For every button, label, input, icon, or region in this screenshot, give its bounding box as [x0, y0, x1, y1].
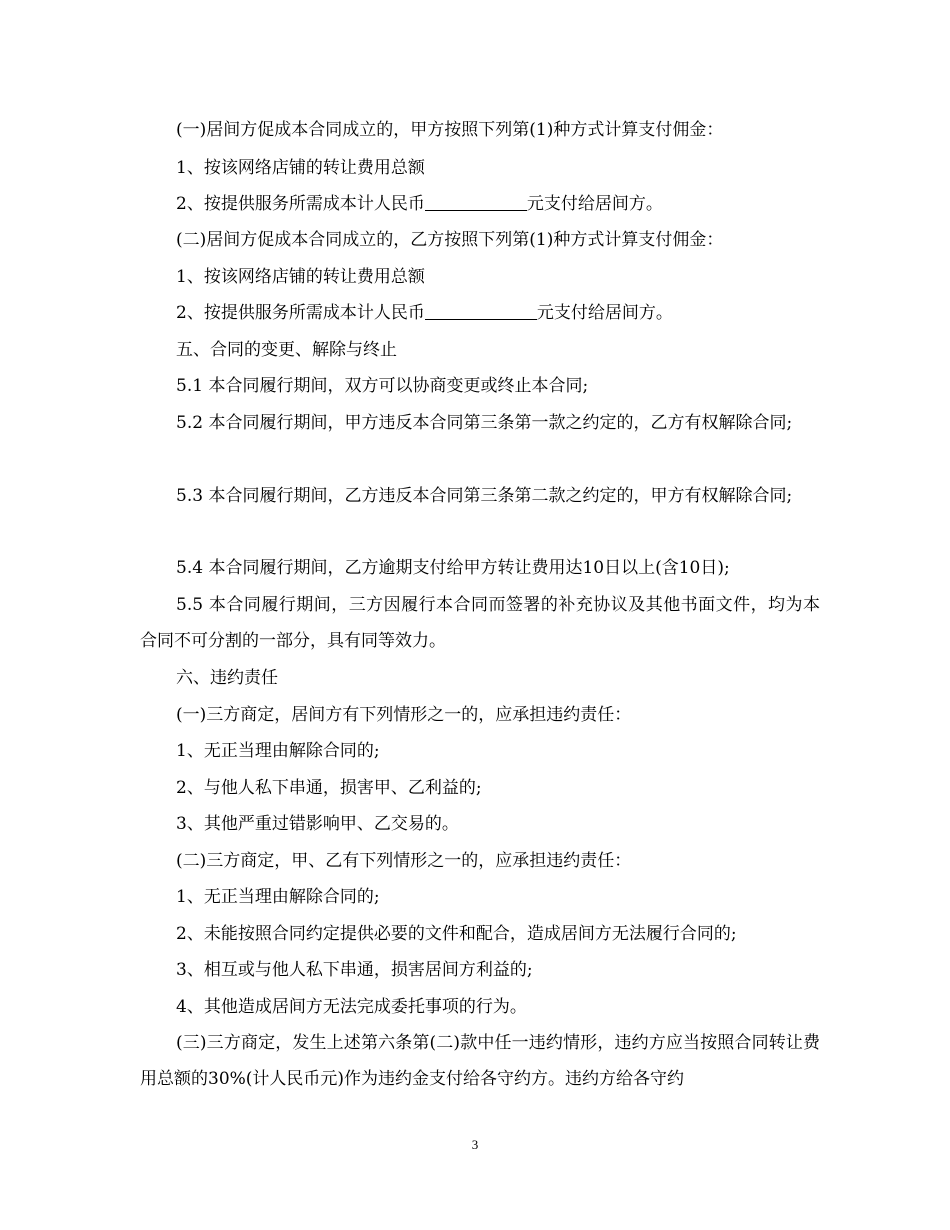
paragraph-a-option-2 [140, 186, 820, 222]
liability-intermediary-item-2: 2、与他人私下串通，损害甲、乙利益的; [176, 778, 482, 798]
paragraph-b-option-1: 1、按该网络店铺的转让费用总额 [176, 267, 425, 287]
amount-blank-b [425, 301, 537, 320]
liability-intermediary-intro: (一)三方商定，居间方有下列情形之一的，应承担违约责任： [176, 705, 632, 725]
liability-intermediary-item-3: 3、其他严重过错影响甲、乙交易的。 [176, 814, 459, 834]
clause-5-5: 5.5 本合同履行期间，三方因履行本合同而签署的补充协议及其他书面文件，均为本合同不可分割的一部分，具有同等效力。 [140, 595, 820, 651]
paragraph-b-option-2 [140, 295, 820, 331]
liability-parties-intro: (二)三方商定，甲、乙有下列情形之一的，应承担违约责任： [176, 851, 632, 871]
a-option-2-suffix: 元支付给居间方。 [526, 194, 663, 214]
clause-5-4: 5.4 本合同履行期间，乙方逾期支付给甲方转让费用达10日以上(含10日); [176, 558, 730, 578]
section-heading-liability: 六、违约责任 [176, 668, 278, 688]
clause-5-1: 5.1 本合同履行期间，双方可以协商变更或终止本合同; [176, 376, 589, 396]
a-option-2-text: 2、按提供服务所需成本计人民币 [176, 194, 425, 214]
paragraph-commission-party-b: (二)居间方促成本合同成立的，乙方按照下列第(1)种方式计算支付佣金： [176, 230, 724, 250]
b-option-2-text: 2、按提供服务所需成本计人民币 [176, 303, 425, 323]
paragraph-commission-party-a: (一)居间方促成本合同成立的，甲方按照下列第(1)种方式计算支付佣金： [176, 120, 724, 140]
b-option-2-suffix: 元支付给居间方。 [536, 303, 673, 323]
liability-parties-item-1: 1、无正当理由解除合同的; [176, 887, 380, 907]
liability-parties-item-3: 3、相互或与他人私下串通，损害居间方利益的; [176, 960, 533, 980]
page-number: 3 [471, 1137, 479, 1152]
liability-penalty-clause: (三)三方商定，发生上述第六条第(二)款中任一违约情形，违约方应当按照合同转让费用总额的30%(计人民币元)作为违约金支付给各守约方。违约方给各守约 [140, 1033, 820, 1089]
liability-parties-item-2: 2、未能按照合同约定提供必要的文件和配合，造成居间方无法履行合同的; [176, 924, 737, 944]
amount-blank-a [425, 192, 527, 211]
clause-5-3: 5.3 本合同履行期间，乙方违反本合同第三条第二款之约定的，甲方有权解除合同; [176, 486, 793, 506]
clause-5-2: 5.2 本合同履行期间，甲方违反本合同第三条第一款之约定的，乙方有权解除合同; [176, 413, 793, 433]
section-heading-change-termination: 五、合同的变更、解除与终止 [176, 340, 397, 360]
liability-parties-item-4: 4、其他造成居间方无法完成委托事项的行为。 [176, 997, 527, 1017]
paragraph-a-option-1: 1、按该网络店铺的转让费用总额 [176, 158, 425, 178]
liability-intermediary-item-1: 1、无正当理由解除合同的; [176, 741, 380, 761]
